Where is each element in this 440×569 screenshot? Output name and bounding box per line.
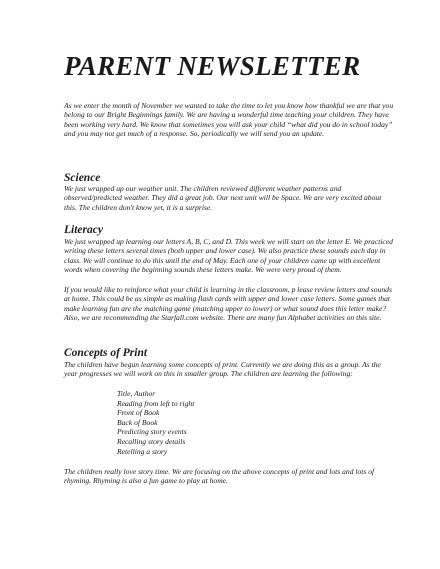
concepts-of-print-paragraph: The children have begun learning some concepts of print. Currently we are doing this as a group. As the year progresses we will work on this in smaller group. The children are learning the following: bbox=[64, 360, 381, 379]
list-item: Front of Book bbox=[117, 408, 160, 418]
concepts-of-print-heading: Concepts of Print bbox=[64, 347, 148, 359]
science-paragraph: We just wrapped up our weather unit. The children reviewed different weather patterns and observed/predicted weather. They did a great job. Our next unit will be Space. We are very excited about this. The children don't know yet, it is a surprise. bbox=[64, 184, 382, 212]
literacy-paragraph: We just wrapped up learning our letters A, B, C, and D. This week we will start on the letter E. We practiced writing these letters several times (both upper and lower case). We also practice these sounds each day in class. We will continue to do this until the end of May. Each one of your children came up with excellent words when covering the beginning sounds these letters make. We were very proud of them. bbox=[64, 237, 393, 275]
intro-paragraph: As we enter the month of November we wanted to take the time to let you know how thankful we are that you belong to our Bright Beginnings family. We are having a wonderful time teaching your children. They have been working very hard. We know that sometimes you will ask your child “what did you do in school today” and you may not get much of a response. So, periodically we will send you an update. bbox=[64, 101, 394, 139]
list-item: Predicting story events bbox=[117, 427, 187, 437]
closing-paragraph: The children really love story time. We are focusing on the above concepts of print and lots and lots of rhyming. Rhyming is also a fun game to play at home. bbox=[64, 467, 375, 486]
science-heading: Science bbox=[64, 172, 101, 184]
list-item: Reading from left to right bbox=[117, 398, 195, 408]
newsletter-title: PARENT NEWSLETTER bbox=[64, 51, 361, 81]
list-item: Title, Author bbox=[117, 389, 156, 398]
literacy-paragraph-2: If you would like to reinforce what your child is learning in the classroom, p lease review letters and sounds at home. This could be as simple as making flash cards with upper and lower case letters. Some games that make learning fun are the matching game (matching upper to lower) or what sound does this letter make? Also, we are recommending the Starfall.com website. There are many fun Alphabet activities on this site. bbox=[64, 285, 392, 323]
list-item: Retelling a story bbox=[117, 446, 168, 456]
list-item: Recalling story details bbox=[117, 436, 186, 446]
concepts-list bbox=[117, 389, 194, 456]
list-item: Back of Book bbox=[117, 417, 158, 427]
literacy-heading: Literacy bbox=[64, 224, 103, 236]
